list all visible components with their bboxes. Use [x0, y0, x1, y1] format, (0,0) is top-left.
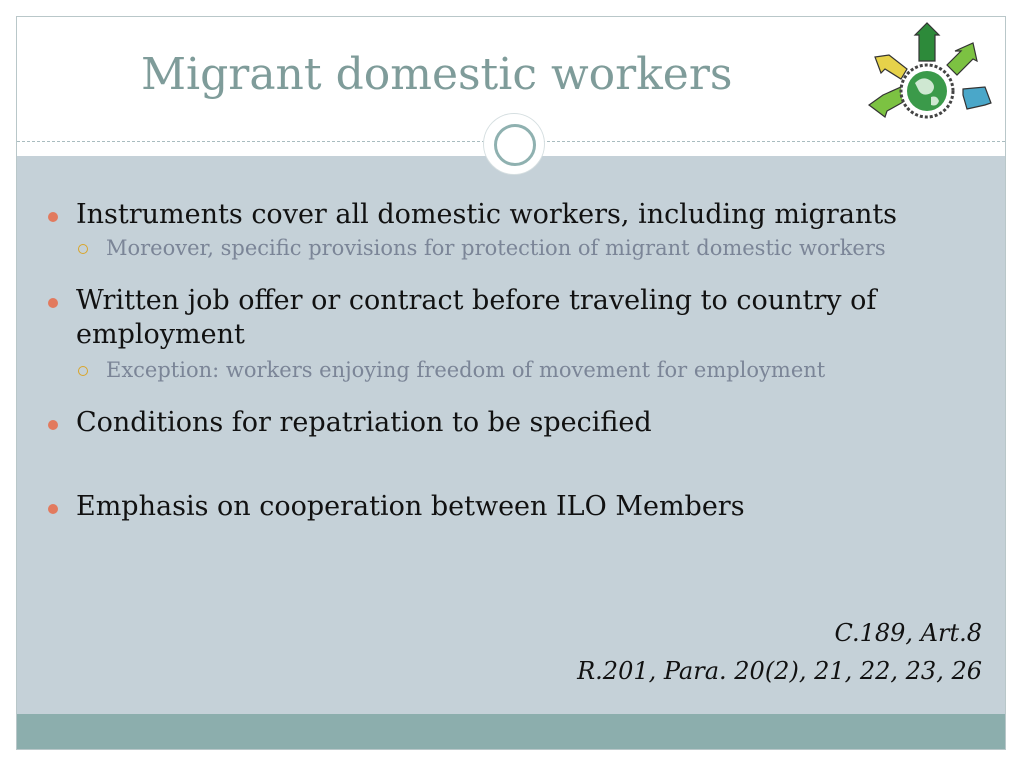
bullet-dot-icon: [48, 298, 58, 308]
bullet-dot-icon: [48, 212, 58, 222]
slide-title: Migrant domestic workers: [141, 49, 733, 100]
sub-bullet-item: [48, 356, 948, 384]
ring-bullet-icon: [78, 366, 88, 376]
ilo-globe-arrows-logo-icon: [845, 21, 1005, 137]
sub-bullet-text: Exception: workers enjoying freedom of movement for employment: [106, 358, 826, 382]
references: [577, 614, 982, 690]
bullet-item: [48, 490, 948, 524]
sub-bullet-text: Moreover, specific provisions for protection of migrant domestic workers: [106, 236, 886, 260]
bullet-text: Conditions for repatriation to be specified: [76, 407, 652, 438]
reference-line: R.201, Para. 20(2), 21, 22, 23, 26: [577, 657, 982, 685]
bullet-text: Written job offer or contract before traveling to country of employment: [76, 285, 877, 350]
bullet-list: [48, 198, 948, 524]
bullet-dot-icon: [48, 420, 58, 430]
divider-ornament: [484, 114, 544, 174]
bullet-text: Instruments cover all domestic workers, including migrants: [76, 199, 898, 230]
bullet-item: [48, 284, 948, 352]
sub-bullet-item: [48, 234, 948, 262]
bullet-dot-icon: [48, 504, 58, 514]
footer-band: [17, 714, 1005, 749]
bullet-text: Emphasis on cooperation between ILO Members: [76, 491, 745, 522]
reference-line: C.189, Art.8: [834, 619, 982, 647]
bullet-item: [48, 198, 948, 232]
ring-bullet-icon: [78, 244, 88, 254]
bullet-item: [48, 406, 948, 440]
